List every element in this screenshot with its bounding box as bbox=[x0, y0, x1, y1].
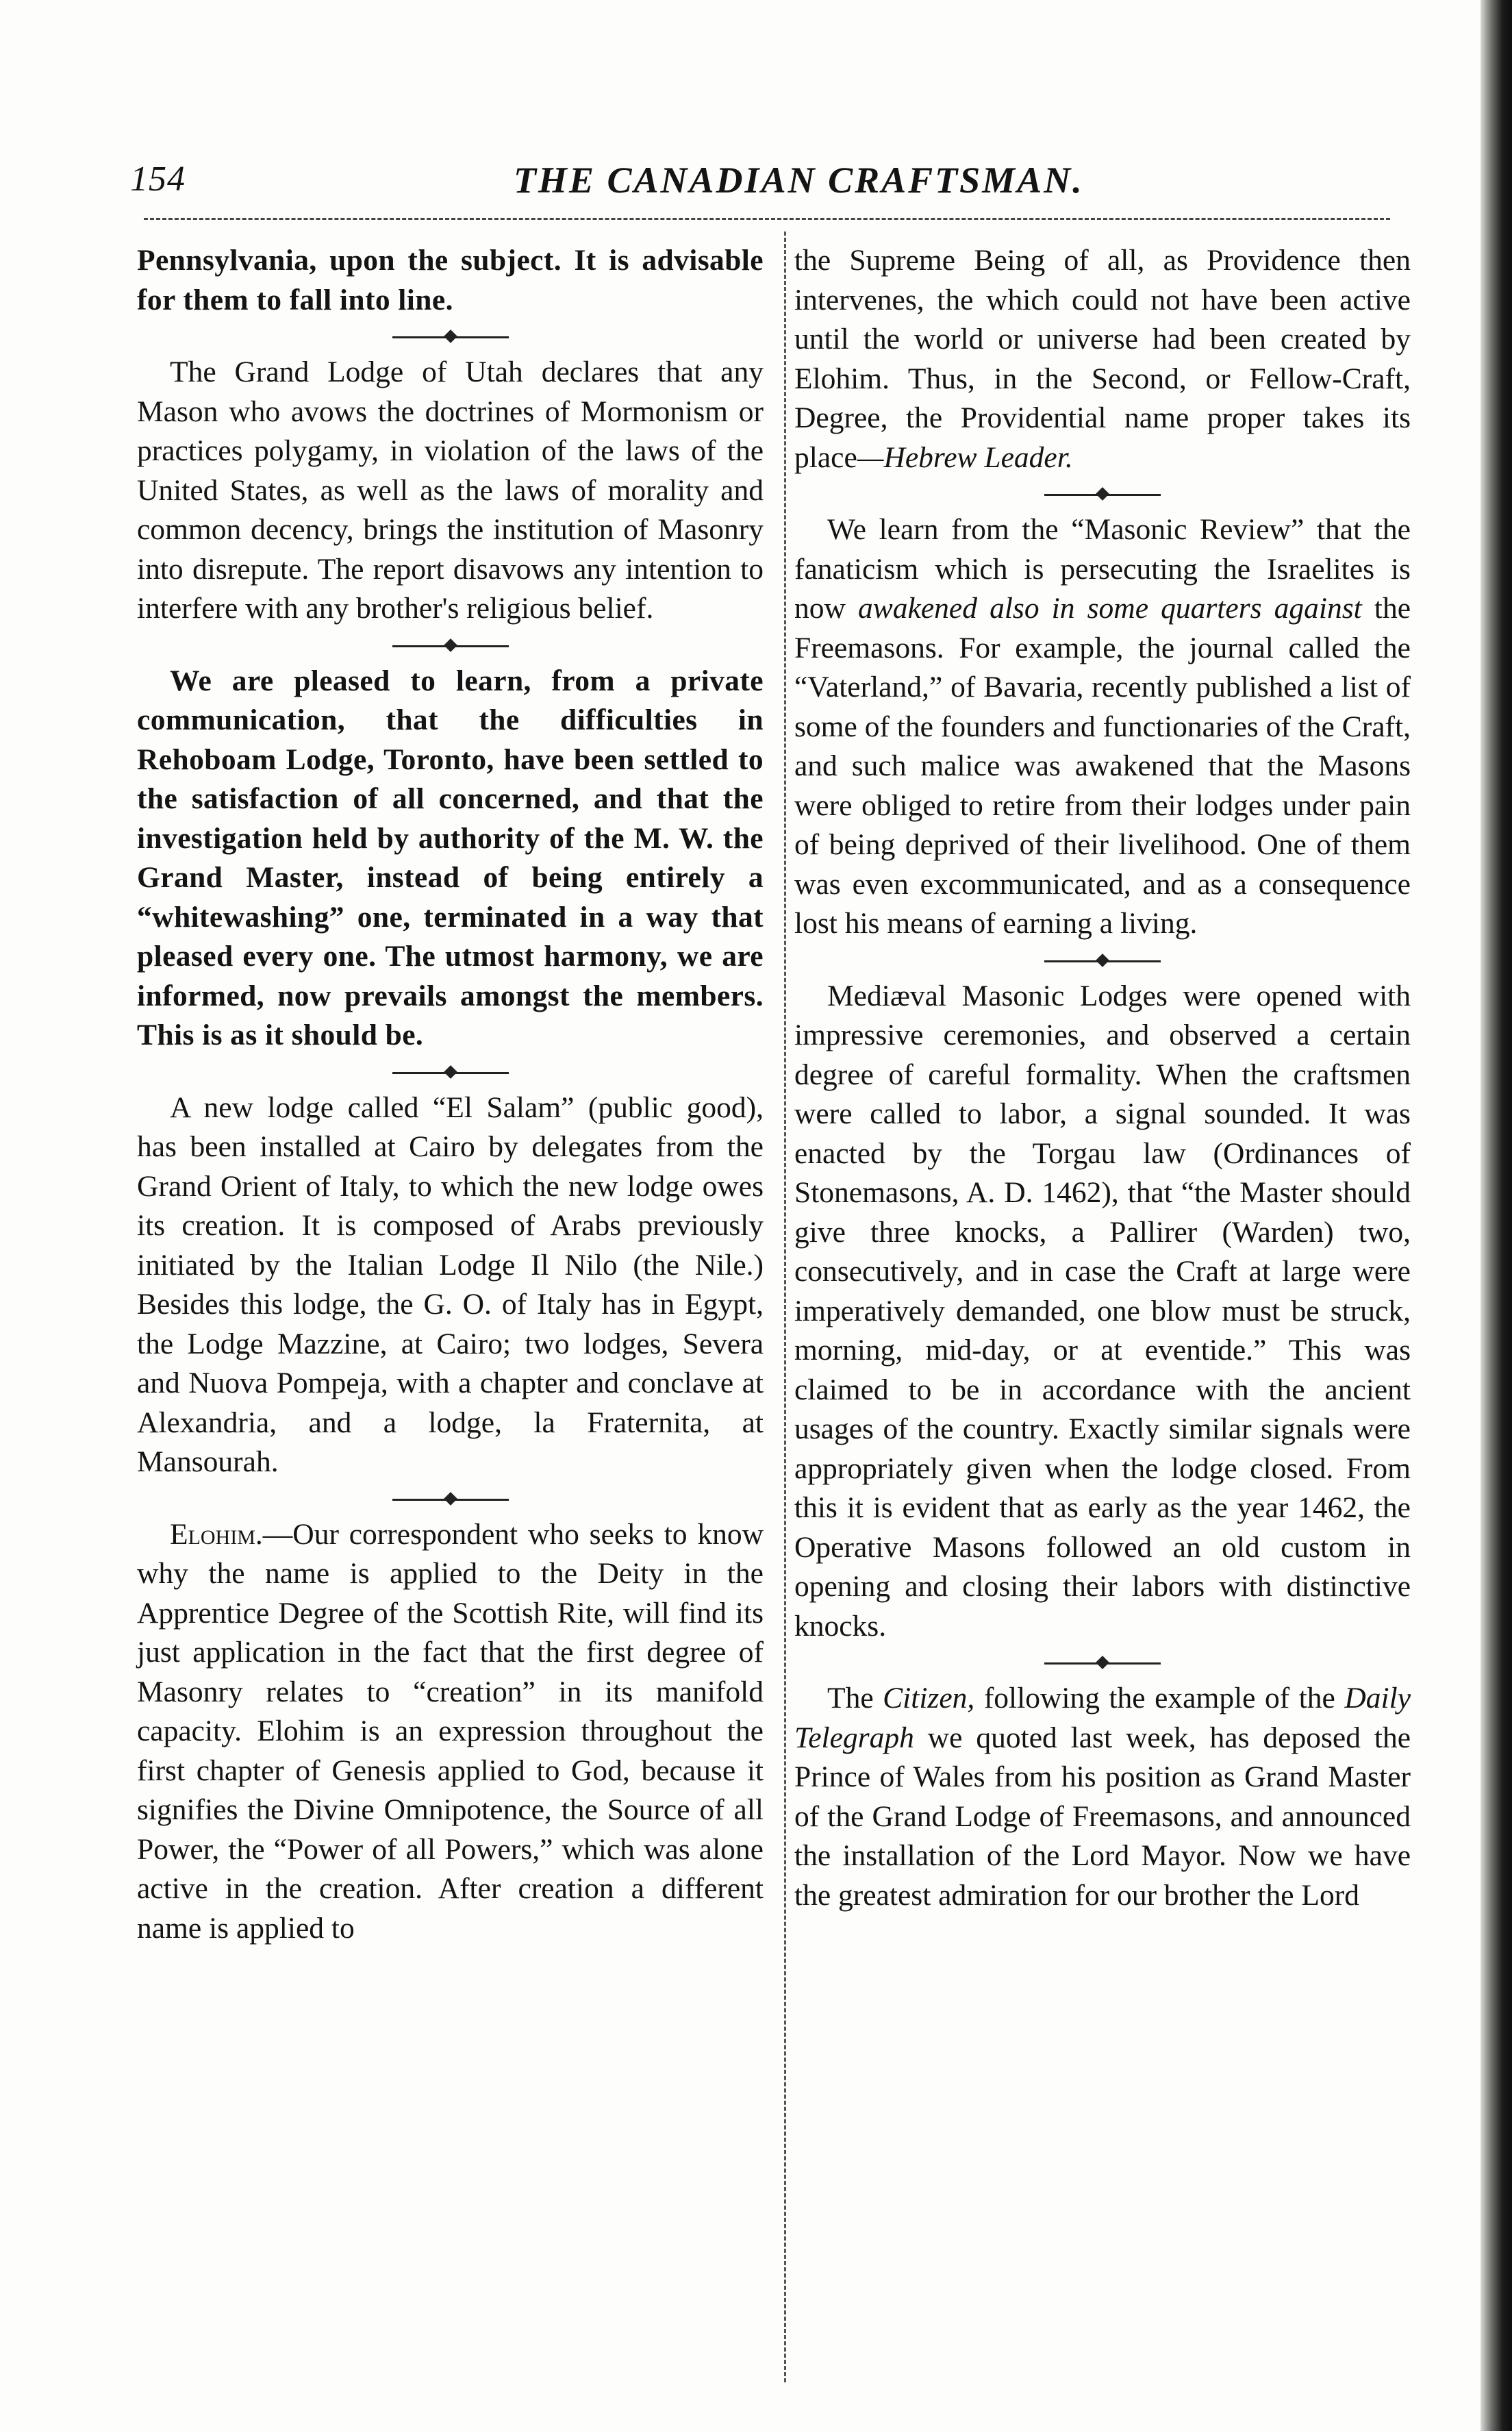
right-column bbox=[794, 241, 1411, 1915]
section-separator bbox=[137, 1484, 764, 1514]
section-separator bbox=[137, 1057, 764, 1087]
article-text: We learn from the “Masonic Review” that the fanaticism which is persecuting the Israelites is now bbox=[794, 513, 1411, 625]
article-paragraph: A new lodge called “El Salam” (public good), has been installed at Cairo by delegates from the Grand Orient of Italy, to which the new lodge owes its creation. It is composed of Arabs previously initiated by the Italian Lodge Il Nilo (the Nile.) Besides this lodge, the G. O. of Italy has in Egypt, the Lodge Mazzine, at Cairo; two lodges, Severa and Nuova Pompeja, with a chapter and conclave at Alexandria, and a lodge, la Fraternita, at Mansourah. bbox=[137, 1090, 764, 1478]
article-text: —Our correspondent who seeks to know why the name is applied to the Deity in the Apprentice Degree of the Scottish Rite, will find its just application in the fact that the first degree of Masonry relates to “creation” in its manifold capacity. Elohim is an expression throughout the first chapter of Genesis applied to God, because it signifies the Divine Omnipotence, the Source of all Power, the “Power of all Powers,” which was alone active in the creation. After creation a different name is applied to bbox=[137, 1517, 764, 1945]
section-separator bbox=[137, 321, 764, 351]
article-source: —Hebrew Leader. bbox=[857, 440, 1073, 474]
article-lead-word: Elohim. bbox=[170, 1517, 263, 1551]
article-paragraph bbox=[137, 1515, 764, 1949]
article-text: the Supreme Being of all, as Providence then intervenes, the which could not have been active until the world or universe had been created by Elohim. Thus, in the Second, or Fellow-Craft, Degree, the Providential name proper takes its place bbox=[794, 244, 1411, 474]
section-separator bbox=[794, 945, 1411, 975]
header-rule bbox=[144, 218, 1390, 220]
page-header bbox=[130, 159, 1383, 214]
section-separator bbox=[137, 630, 764, 660]
running-head: THE CANADIAN CRAFTSMAN. bbox=[514, 160, 1084, 201]
article-paragraph: Pennsylvania, upon the subject. It is advisable for them to fall into line. bbox=[137, 244, 764, 316]
article-paragraph: The Grand Lodge of Utah declares that any Mason who avows the doctrines of Mormonism or practices polygamy, in violation of the laws of the United States, as well as the laws of morality and common decency, brings the institution of Masonry into disrepute. The report disavows any intention to interfere with any brother's religious belief. bbox=[137, 356, 764, 625]
article-paragraph bbox=[794, 1679, 1411, 1915]
article-text-italic: awakened also in some quarters against bbox=[858, 592, 1362, 625]
section-separator bbox=[794, 1647, 1411, 1678]
article-paragraph: We are pleased to learn, from a private communication, that the difficulties in Rehoboam Lodge, Toronto, have been settled to the satisfaction of all concerned, and that the investigation held by authority of the M. W. the Grand Master, instead of being entirely a “whitewashing” one, terminated in a way that pleased every one. The utmost harmony, we are informed, now prevails amongst the members. This is as it should be. bbox=[137, 664, 764, 1051]
publication-name: Daily Telegraph bbox=[794, 1682, 1411, 1754]
article-paragraph bbox=[794, 510, 1411, 944]
article-paragraph: Mediæval Masonic Lodges were opened with impressive ceremonies, and observed a certain degree of careful formality. When the craftsmen were called to labor, a signal sounded. It was enacted by the Torgau law (Ordinances of Stonemasons, A. D. 1462), that “the Master should give three knocks, a Pallirer (Warden) two, consecutively, and in case the Craft at large were imperatively demanded, one blow must be struck, morning, mid-day, or at eventide.” This was claimed to be in accordance with the ancient usages of the country. Exactly similar signals were appropriately given when the lodge closed. From this it is evident that as early as the year 1462, the Operative Masons followed an old custom in opening and closing their labors with distinctive knocks. bbox=[794, 979, 1411, 1643]
section-separator bbox=[794, 479, 1411, 509]
left-column bbox=[137, 241, 764, 1948]
page-number: 154 bbox=[130, 160, 186, 199]
article-text: the Freemasons. For example, the journal called the “Vaterland,” of Bavaria, recently published a list of some of the founders and functionaries of the Craft, and such malice was awakened that the Masons were obliged to retire from their lodges under pain of being deprived of their livelihood. One of them was even excommunicated, and as a consequence lost his means of earning a living. bbox=[794, 592, 1411, 940]
article-text: The bbox=[827, 1682, 874, 1715]
column-divider bbox=[784, 232, 786, 2382]
article-text: following the example of the bbox=[983, 1682, 1335, 1715]
publication-name: Citizen, bbox=[883, 1682, 975, 1715]
article-paragraph bbox=[794, 241, 1411, 477]
article-text: we quoted last week, has deposed the Prince of Wales from his position as Grand Master of the Grand Lodge of Freemasons, and announced the installation of the Lord Mayor. Now we have the greatest admiration for our brother the Lord bbox=[794, 1721, 1411, 1912]
scan-binding-edge bbox=[1480, 0, 1512, 2431]
